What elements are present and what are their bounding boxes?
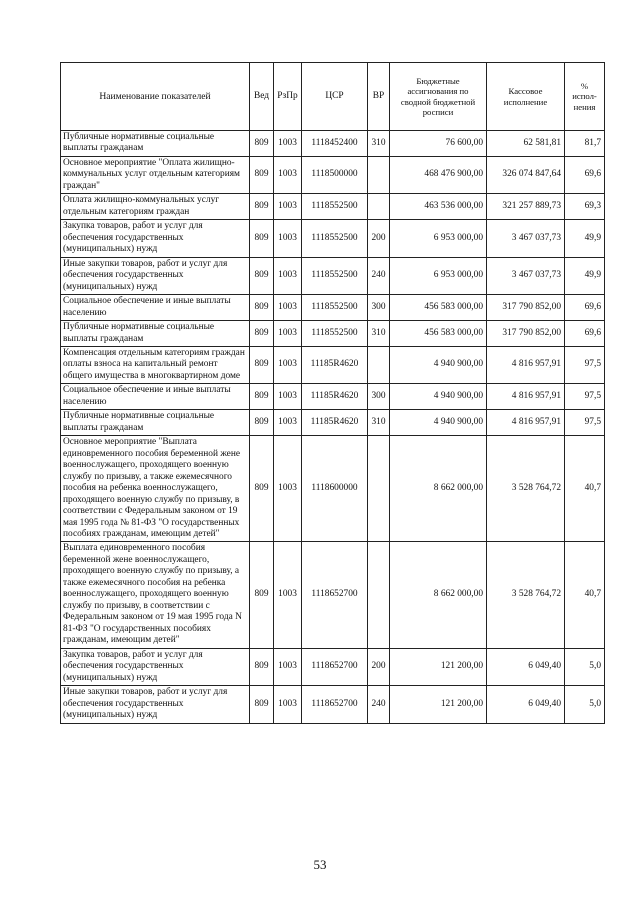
table-cell-rzpr: 1003 <box>274 194 302 220</box>
table-cell-name: Иные закупки товаров, работ и услуг для обеспечения государственных (муниципальных) нужд <box>61 686 250 723</box>
table-cell-cash: 321 257 889,73 <box>487 194 565 220</box>
table-cell-percent: 49,9 <box>565 257 605 294</box>
table-cell-cash: 3 528 764,72 <box>487 436 565 542</box>
table-cell-name: Социальное обеспечение и иные выплаты населению <box>61 295 250 321</box>
table-body <box>61 131 605 724</box>
table-row <box>61 257 605 294</box>
table-cell-rzpr: 1003 <box>274 295 302 321</box>
table-cell-cash: 6 049,40 <box>487 686 565 723</box>
table-cell-csr: 1118452400 <box>302 131 368 157</box>
table-row <box>61 131 605 157</box>
table-cell-budget: 4 940 900,00 <box>390 346 487 383</box>
header-name: Наименование показателей <box>61 63 250 131</box>
table-cell-name: Публичные нормативные социальные выплаты гражданам <box>61 321 250 347</box>
table-cell-vr: 240 <box>368 257 390 294</box>
table-cell-budget: 468 476 900,00 <box>390 156 487 193</box>
table-row <box>61 648 605 685</box>
table-cell-vr <box>368 436 390 542</box>
table-cell-percent: 69,6 <box>565 295 605 321</box>
table-cell-ved: 809 <box>250 131 274 157</box>
table-cell-vr <box>368 542 390 648</box>
table-cell-budget: 456 583 000,00 <box>390 321 487 347</box>
table-cell-ved: 809 <box>250 194 274 220</box>
header-ved: Вед <box>250 63 274 131</box>
table-cell-ved: 809 <box>250 648 274 685</box>
table-cell-cash: 62 581,81 <box>487 131 565 157</box>
table-cell-rzpr: 1003 <box>274 257 302 294</box>
table-row <box>61 321 605 347</box>
table-row <box>61 220 605 257</box>
header-budget: Бюджетные ассигнования по сводной бюджетной росписи <box>390 63 487 131</box>
table-cell-cash: 4 816 957,91 <box>487 346 565 383</box>
table-row <box>61 156 605 193</box>
table-cell-vr: 300 <box>368 295 390 321</box>
table-cell-csr: 1118652700 <box>302 542 368 648</box>
table-cell-vr: 300 <box>368 384 390 410</box>
table-cell-cash: 3 467 037,73 <box>487 220 565 257</box>
table-cell-name: Публичные нормативные социальные выплаты гражданам <box>61 131 250 157</box>
table-cell-budget: 121 200,00 <box>390 648 487 685</box>
table-cell-cash: 3 467 037,73 <box>487 257 565 294</box>
table-row <box>61 346 605 383</box>
table-row <box>61 194 605 220</box>
table-cell-budget: 456 583 000,00 <box>390 295 487 321</box>
table-cell-cash: 4 816 957,91 <box>487 384 565 410</box>
table-cell-ved: 809 <box>250 220 274 257</box>
header-cash: Кассовое исполнение <box>487 63 565 131</box>
table-cell-csr: 1118552500 <box>302 194 368 220</box>
table-cell-name: Закупка товаров, работ и услуг для обеспечения государственных (муниципальных) нужд <box>61 220 250 257</box>
table-cell-rzpr: 1003 <box>274 321 302 347</box>
table-cell-budget: 6 953 000,00 <box>390 257 487 294</box>
table-cell-percent: 69,6 <box>565 156 605 193</box>
table-cell-vr: 310 <box>368 131 390 157</box>
table-cell-percent: 40,7 <box>565 436 605 542</box>
table-header-row <box>61 63 605 131</box>
header-rzpr: РзПр <box>274 63 302 131</box>
table-cell-csr: 1118552500 <box>302 295 368 321</box>
table-cell-percent: 5,0 <box>565 648 605 685</box>
table-cell-csr: 11185R4620 <box>302 410 368 436</box>
table-cell-csr: 1118652700 <box>302 648 368 685</box>
table-cell-rzpr: 1003 <box>274 686 302 723</box>
page-number: 53 <box>313 857 327 872</box>
table-cell-rzpr: 1003 <box>274 410 302 436</box>
table-cell-name: Иные закупки товаров, работ и услуг для обеспечения государственных (муниципальных) нужд <box>61 257 250 294</box>
table-cell-budget: 4 940 900,00 <box>390 410 487 436</box>
table-cell-ved: 809 <box>250 156 274 193</box>
table-cell-vr <box>368 194 390 220</box>
table-cell-budget: 6 953 000,00 <box>390 220 487 257</box>
header-vr: ВР <box>368 63 390 131</box>
table-cell-ved: 809 <box>250 542 274 648</box>
table-cell-cash: 317 790 852,00 <box>487 321 565 347</box>
table-cell-csr: 1118552500 <box>302 220 368 257</box>
table-cell-budget: 8 662 000,00 <box>390 436 487 542</box>
table-cell-budget: 8 662 000,00 <box>390 542 487 648</box>
table-cell-rzpr: 1003 <box>274 648 302 685</box>
table-cell-ved: 809 <box>250 346 274 383</box>
table-row <box>61 436 605 542</box>
table-cell-csr: 11185R4620 <box>302 346 368 383</box>
table-cell-percent: 81,7 <box>565 131 605 157</box>
table-cell-vr: 310 <box>368 410 390 436</box>
table-cell-budget: 121 200,00 <box>390 686 487 723</box>
table-cell-percent: 97,5 <box>565 410 605 436</box>
table-cell-percent: 97,5 <box>565 384 605 410</box>
table-cell-ved: 809 <box>250 436 274 542</box>
table-cell-name: Компенсация отдельным категориям граждан оплаты взноса на капитальный ремонт общего имущества в многоквартирном доме <box>61 346 250 383</box>
table-cell-rzpr: 1003 <box>274 436 302 542</box>
table-cell-percent: 97,5 <box>565 346 605 383</box>
table-cell-ved: 809 <box>250 295 274 321</box>
table-row <box>61 686 605 723</box>
table-cell-name: Закупка товаров, работ и услуг для обеспечения государственных (муниципальных) нужд <box>61 648 250 685</box>
table-cell-vr: 310 <box>368 321 390 347</box>
table-cell-rzpr: 1003 <box>274 384 302 410</box>
table-row <box>61 410 605 436</box>
table-cell-csr: 1118652700 <box>302 686 368 723</box>
table-cell-budget: 4 940 900,00 <box>390 384 487 410</box>
table-cell-cash: 3 528 764,72 <box>487 542 565 648</box>
table-cell-percent: 5,0 <box>565 686 605 723</box>
table-cell-vr: 240 <box>368 686 390 723</box>
table-cell-rzpr: 1003 <box>274 131 302 157</box>
table-cell-rzpr: 1003 <box>274 346 302 383</box>
table-cell-vr <box>368 156 390 193</box>
table-cell-csr: 11185R4620 <box>302 384 368 410</box>
table-cell-name: Публичные нормативные социальные выплаты гражданам <box>61 410 250 436</box>
budget-execution-table <box>60 62 605 724</box>
header-csr: ЦСР <box>302 63 368 131</box>
table-cell-ved: 809 <box>250 321 274 347</box>
table-row <box>61 295 605 321</box>
table-cell-ved: 809 <box>250 686 274 723</box>
table-cell-ved: 809 <box>250 384 274 410</box>
table-cell-csr: 1118552500 <box>302 321 368 347</box>
table-cell-percent: 40,7 <box>565 542 605 648</box>
table-cell-percent: 49,9 <box>565 220 605 257</box>
table-cell-cash: 6 049,40 <box>487 648 565 685</box>
table-cell-vr: 200 <box>368 648 390 685</box>
table-cell-rzpr: 1003 <box>274 156 302 193</box>
table-cell-ved: 809 <box>250 257 274 294</box>
table-cell-cash: 326 074 847,64 <box>487 156 565 193</box>
table-cell-ved: 809 <box>250 410 274 436</box>
table-cell-percent: 69,3 <box>565 194 605 220</box>
table-cell-budget: 463 536 000,00 <box>390 194 487 220</box>
table-row <box>61 542 605 648</box>
table-cell-cash: 317 790 852,00 <box>487 295 565 321</box>
table-cell-name: Основное мероприятие "Оплата жилищно-коммунальных услуг отдельным категориям граждан" <box>61 156 250 193</box>
table-row <box>61 384 605 410</box>
table-cell-csr: 1118600000 <box>302 436 368 542</box>
table-cell-name: Социальное обеспечение и иные выплаты населению <box>61 384 250 410</box>
table-cell-rzpr: 1003 <box>274 220 302 257</box>
table-cell-percent: 69,6 <box>565 321 605 347</box>
header-percent: % испол-нения <box>565 63 605 131</box>
table-cell-vr <box>368 346 390 383</box>
table-cell-name: Оплата жилищно-коммунальных услуг отдельным категориям граждан <box>61 194 250 220</box>
table-cell-rzpr: 1003 <box>274 542 302 648</box>
table-cell-name: Выплата единовременного пособия беременной жене военнослужащего, проходящего военную службу по призыву, а также ежемесячного пособия на ребенка военнослужащего, проходящего военную службу по призыву, в соответствии с Федеральным законом от 19 мая 1995 года N 81-ФЗ "О государственных пособиях гражданам, имеющим детей" <box>61 542 250 648</box>
table-cell-csr: 1118500000 <box>302 156 368 193</box>
table-cell-csr: 1118552500 <box>302 257 368 294</box>
table-cell-budget: 76 600,00 <box>390 131 487 157</box>
table-cell-cash: 4 816 957,91 <box>487 410 565 436</box>
table-cell-name: Основное мероприятие "Выплата единовременного пособия беременной жене военнослужащего, проходящего военную службу по призыву, а также ежемесячного пособия на ребенка военнослужащего, проходящего военную службу по призыву, в соответствии с Федеральным законом от 19 мая 1995 года № 81-ФЗ "О государственных пособиях гражданам, имеющим детей" <box>61 436 250 542</box>
table-cell-vr: 200 <box>368 220 390 257</box>
